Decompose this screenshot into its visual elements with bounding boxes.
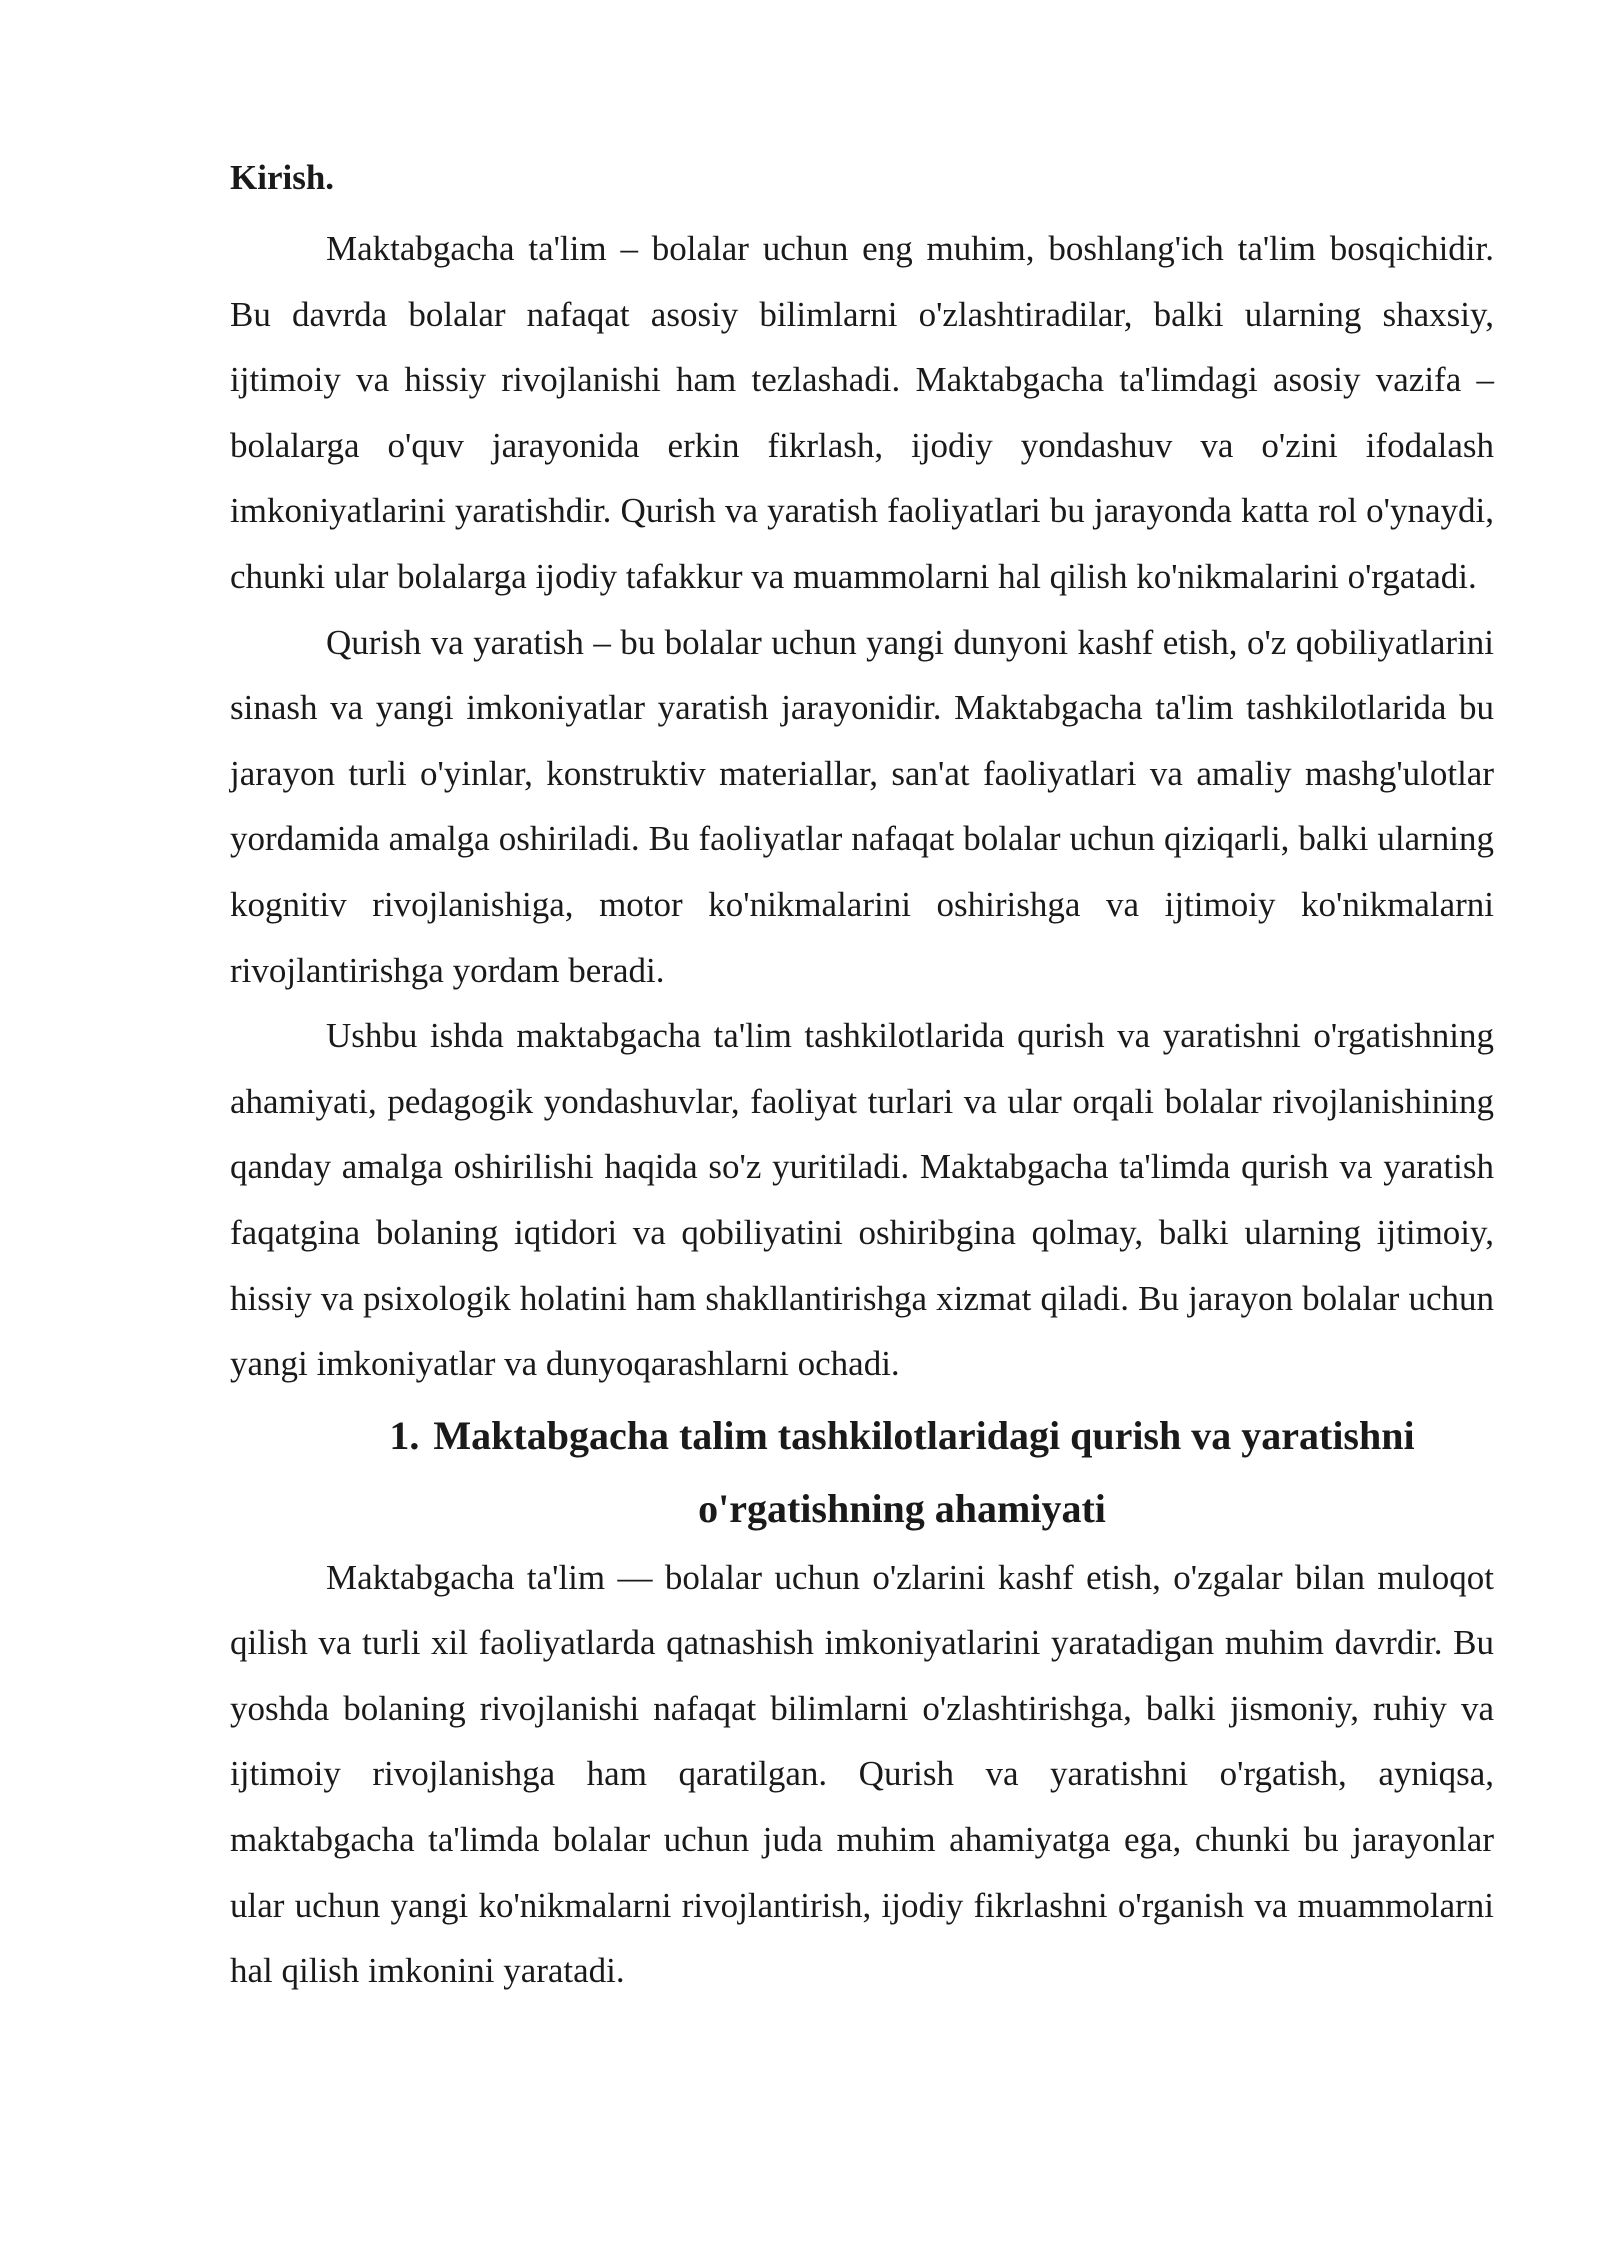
intro-paragraph-2: Qurish va yaratish – bu bolalar uchun yangi dunyoni kashf etish, o'z qobiliyatlarini sinash va yangi imkoniyatlar yaratish jarayonidir. Maktabgacha ta'lim tashkilotlarida bu jarayon turli o'yinlar, konstruktiv materiallar, san'at faoliyatlari va amaliy mashg'ulotlar yordamida amalga oshiriladi. Bu faoliyatlar nafaqat bolalar uchun qiziqarli, balki ularning kognitiv rivojlanishiga, motor ko'nikmalarini oshirishga va ijtimoiy ko'nikmalarni rivojlantirishga yordam beradi. bbox=[230, 622, 1494, 990]
intro-paragraph-1: Maktabgacha ta'lim – bolalar uchun eng muhim, boshlang'ich ta'lim bosqichidir. Bu davrda bolalar nafaqat asosiy bilimlarni o'zlashtiradilar, balki ularning shaxsiy, ijtimoiy va hissiy rivojlanishi ham tezlashadi. Maktabgacha ta'limdagi asosiy vazifa – bolalarga o'quv jarayonida erkin fikrlash, ijodiy yondashuv va o'zini ifodalash imkoniyatlarini yaratishdir. Qurish va yaratish faoliyatlari bu jarayonda katta rol o'ynaydi, chunki ular bolalarga ijodiy tafakkur va muammolarni hal qilish ko'nikmalarini o'rgatadi. bbox=[230, 229, 1494, 596]
intro-heading: Kirish. bbox=[230, 158, 335, 197]
section-1-title-line-1: Maktabgacha talim tashkilotlaridagi qurish va yaratishni bbox=[433, 1412, 1415, 1458]
section-1-heading-line-1 bbox=[310, 1399, 1494, 1472]
section-1-heading bbox=[230, 1399, 1494, 1545]
section-1-title-line-2: o'rgatishning ahamiyati bbox=[698, 1485, 1106, 1531]
section-1-number: 1. bbox=[389, 1412, 420, 1458]
document-page bbox=[230, 145, 1494, 2004]
section-1-paragraph: Maktabgacha ta'lim — bolalar uchun o'zlarini kashf etish, o'zgalar bilan muloqot qilish va turli xil faoliyatlarda qatnashish imkoniyatlarini yaratadigan muhim davrdir. Bu yoshda bolaning rivojlanishi nafaqat bilimlarni o'zlashtirishga, balki jismoniy, ruhiy va ijtimoiy rivojlanishga ham qaratilgan. Qurish va yaratishni o'rgatish, ayniqsa, maktabgacha ta'limda bolalar uchun juda muhim ahamiyatga ega, chunki bu jarayonlar ular uchun yangi ko'nikmalarni rivojlantirish, ijodiy fikrlashni o'rganish va muammolarni hal qilish imkonini yaratadi. bbox=[230, 1557, 1494, 1991]
intro-paragraph-3: Ushbu ishda maktabgacha ta'lim tashkilotlarida qurish va yaratishni o'rgatishning ahamiyati, pedagogik yondashuvlar, faoliyat turlari va ular orqali bolalar rivojlanishining qanday amalga oshirilishi haqida so'z yuritiladi. Maktabgacha ta'limda qurish va yaratish faqatgina bolaning iqtidori va qobiliyatini oshiribgina qolmay, balki ularning ijtimoiy, hissiy va psixologik holatini ham shakllantirishga xizmat qiladi. Bu jarayon bolalar uchun yangi imkoniyatlar va dunyoqarashlarni ochadi. bbox=[230, 1016, 1494, 1384]
